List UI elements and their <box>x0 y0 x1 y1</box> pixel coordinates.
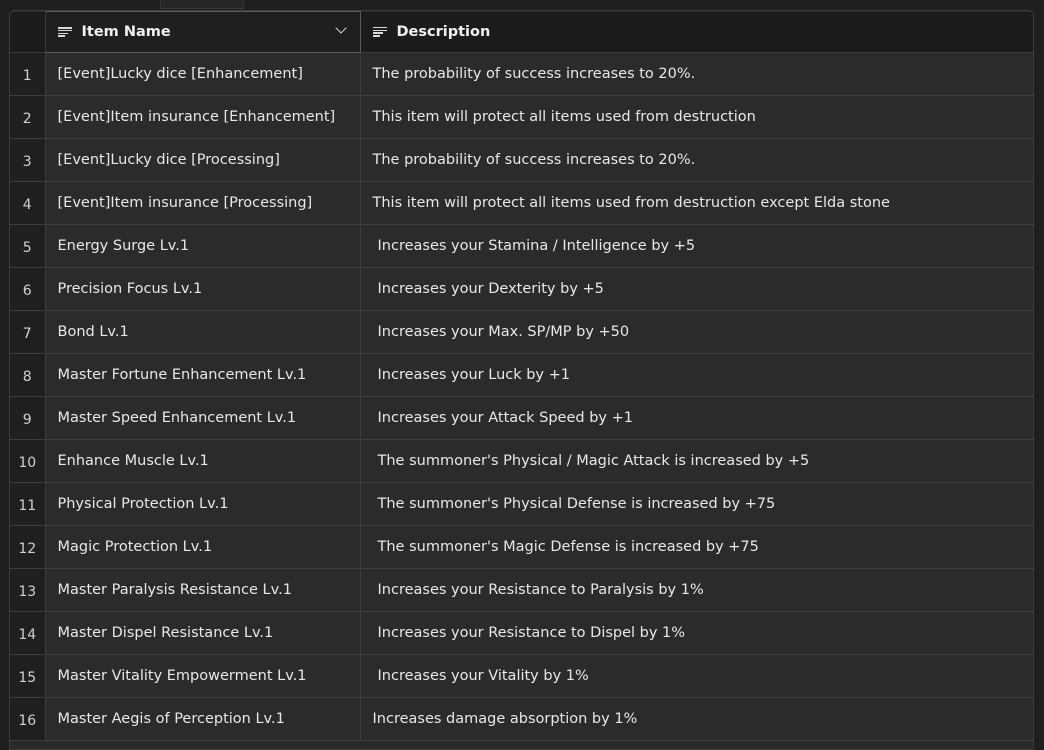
items-table <box>10 11 1033 741</box>
column-header-label: Item Name <box>81 24 171 40</box>
row-index: 8 <box>10 354 45 397</box>
item-name-cell[interactable]: Master Aegis of Perception Lv.1 <box>45 698 360 741</box>
table-row[interactable] <box>10 397 1033 440</box>
item-name-cell[interactable]: Master Vitality Empowerment Lv.1 <box>45 655 360 698</box>
row-index: 14 <box>10 612 45 655</box>
row-index: 2 <box>10 96 45 139</box>
description-cell[interactable]: Increases damage absorption by 1% <box>360 698 1033 741</box>
text-lines-icon <box>373 27 387 37</box>
description-cell[interactable]: This item will protect all items used from destruction except Elda stone <box>360 182 1033 225</box>
table-row[interactable] <box>10 182 1033 225</box>
item-name-cell[interactable]: Enhance Muscle Lv.1 <box>45 440 360 483</box>
table-row[interactable] <box>10 526 1033 569</box>
row-index: 10 <box>10 440 45 483</box>
item-name-cell[interactable]: Physical Protection Lv.1 <box>45 483 360 526</box>
table-row[interactable] <box>10 268 1033 311</box>
item-name-cell[interactable]: [Event]Lucky dice [Enhancement] <box>45 53 360 96</box>
item-name-cell[interactable]: Precision Focus Lv.1 <box>45 268 360 311</box>
description-cell[interactable]: Increases your Resistance to Paralysis by 1% <box>360 569 1033 612</box>
row-index: 6 <box>10 268 45 311</box>
top-strip <box>0 0 1044 10</box>
row-index: 7 <box>10 311 45 354</box>
description-cell[interactable]: Increases your Resistance to Dispel by 1% <box>360 612 1033 655</box>
item-name-cell[interactable]: Master Fortune Enhancement Lv.1 <box>45 354 360 397</box>
item-name-cell[interactable]: Master Dispel Resistance Lv.1 <box>45 612 360 655</box>
row-index: 5 <box>10 225 45 268</box>
table-row[interactable] <box>10 655 1033 698</box>
row-index: 11 <box>10 483 45 526</box>
table-row[interactable] <box>10 354 1033 397</box>
text-lines-icon <box>58 27 72 37</box>
description-cell[interactable]: Increases your Vitality by 1% <box>360 655 1033 698</box>
description-cell[interactable]: Increases your Attack Speed by +1 <box>360 397 1033 440</box>
description-cell[interactable]: The probability of success increases to 20%. <box>360 53 1033 96</box>
table-row[interactable] <box>10 311 1033 354</box>
column-header-label: Description <box>396 23 491 40</box>
item-name-cell[interactable]: Magic Protection Lv.1 <box>45 526 360 569</box>
description-cell[interactable]: The summoner's Physical / Magic Attack is increased by +5 <box>360 440 1033 483</box>
table-row[interactable] <box>10 225 1033 268</box>
item-name-cell[interactable]: Master Paralysis Resistance Lv.1 <box>45 569 360 612</box>
table-row[interactable] <box>10 53 1033 96</box>
item-name-cell[interactable]: Master Speed Enhancement Lv.1 <box>45 397 360 440</box>
tab-ghost <box>160 0 244 9</box>
item-name-cell[interactable]: [Event]Item insurance [Enhancement] <box>45 96 360 139</box>
row-index: 16 <box>10 698 45 741</box>
item-name-cell[interactable]: Energy Surge Lv.1 <box>45 225 360 268</box>
row-index: 13 <box>10 569 45 612</box>
column-header-description[interactable] <box>360 12 1033 53</box>
row-index: 15 <box>10 655 45 698</box>
table-row[interactable] <box>10 139 1033 182</box>
table-row[interactable] <box>10 612 1033 655</box>
description-cell[interactable]: Increases your Max. SP/MP by +50 <box>360 311 1033 354</box>
table-row[interactable] <box>10 483 1033 526</box>
item-name-cell[interactable]: [Event]Item insurance [Processing] <box>45 182 360 225</box>
description-cell[interactable]: The summoner's Magic Defense is increased by +75 <box>360 526 1033 569</box>
description-cell[interactable]: Increases your Dexterity by +5 <box>360 268 1033 311</box>
description-cell[interactable]: The probability of success increases to 20%. <box>360 139 1033 182</box>
row-index: 12 <box>10 526 45 569</box>
table-row[interactable] <box>10 440 1033 483</box>
item-name-cell[interactable]: Bond Lv.1 <box>45 311 360 354</box>
description-cell[interactable]: The summoner's Physical Defense is increased by +75 <box>360 483 1033 526</box>
description-cell[interactable]: Increases your Stamina / Intelligence by +5 <box>360 225 1033 268</box>
item-name-cell[interactable]: [Event]Lucky dice [Processing] <box>45 139 360 182</box>
row-index: 4 <box>10 182 45 225</box>
column-header-item-name[interactable] <box>45 12 360 53</box>
description-cell[interactable]: Increases your Luck by +1 <box>360 354 1033 397</box>
description-cell[interactable]: This item will protect all items used from destruction <box>360 96 1033 139</box>
header-row <box>10 12 1033 53</box>
row-index-header[interactable] <box>10 12 45 53</box>
table-row[interactable] <box>10 569 1033 612</box>
row-index: 1 <box>10 53 45 96</box>
data-grid <box>9 10 1034 750</box>
row-index: 3 <box>10 139 45 182</box>
table-row[interactable] <box>10 96 1033 139</box>
row-index: 9 <box>10 397 45 440</box>
table-row[interactable] <box>10 698 1033 741</box>
